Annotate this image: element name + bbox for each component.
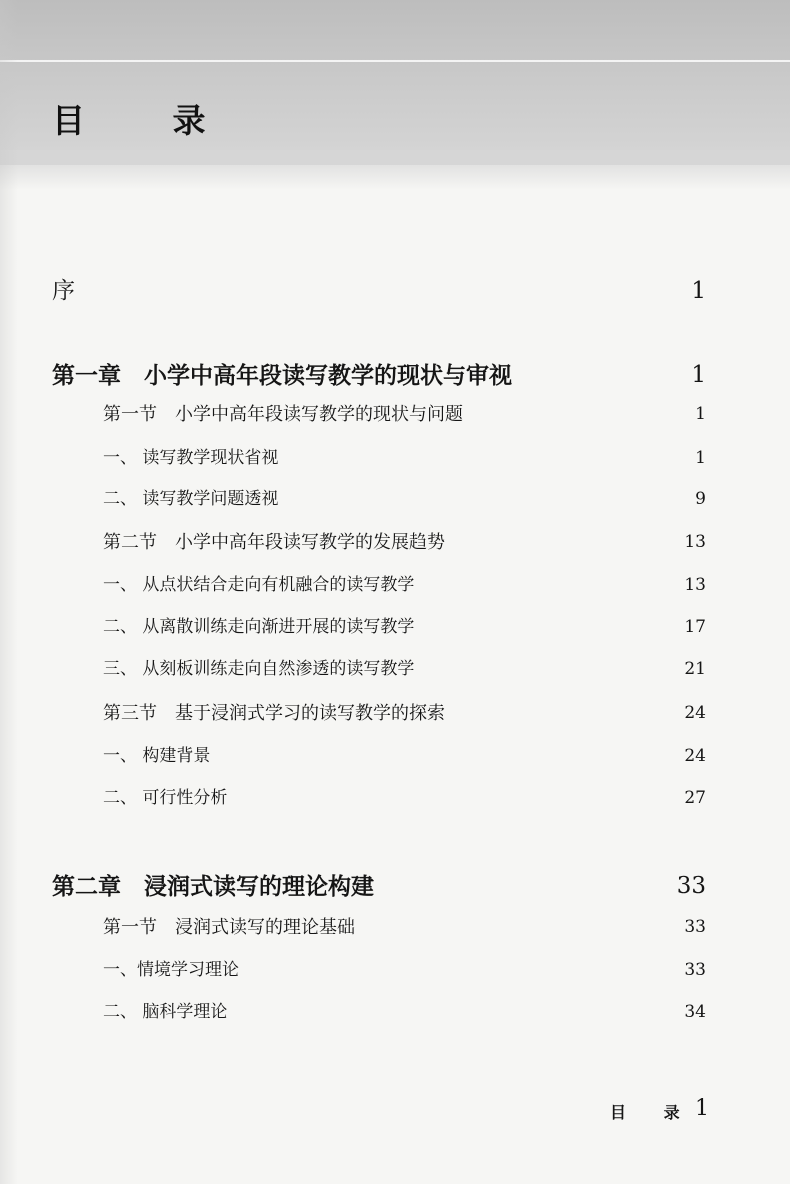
toc-entry-label: 第二节 小学中高年段读写教学的发展趋势 — [103, 532, 445, 553]
toc-entry-page: 1 — [691, 362, 706, 388]
toc-entry-page: 27 — [684, 788, 706, 808]
toc-entry-label: 二、 从离散训练走向渐进开展的读写教学 — [103, 617, 415, 637]
toc-entry-page: 33 — [684, 960, 706, 980]
header-rule — [0, 60, 790, 62]
gutter-shadow — [0, 0, 18, 1184]
toc-entry-label: 第二章 浸润式读写的理论构建 — [52, 873, 374, 900]
toc-entry-label: 一、 读写教学现状省视 — [103, 448, 279, 468]
toc-entry-page: 33 — [684, 917, 706, 937]
page-footer — [0, 1096, 790, 1126]
toc-entry-label: 一、 从点状结合走向有机融合的读写教学 — [103, 575, 415, 595]
toc-entry-label: 第一章 小学中高年段读写教学的现状与审视 — [52, 362, 512, 389]
toc-entry-label: 第一节 小学中高年段读写教学的现状与问题 — [103, 404, 463, 425]
toc-entry-page: 1 — [691, 278, 706, 304]
footer-running-title: 目 录 — [610, 1103, 696, 1122]
toc-entry-label: 序 — [52, 278, 75, 304]
toc-entry-label: 一、情境学习理论 — [103, 960, 239, 980]
toc-entry-page: 13 — [684, 532, 706, 552]
toc-entry-label: 二、 脑科学理论 — [103, 1002, 228, 1022]
toc-entry-page: 9 — [695, 489, 706, 509]
footer-page-number: 1 — [695, 1096, 709, 1121]
toc-entry-page: 24 — [684, 703, 706, 723]
toc-entry-label: 第三节 基于浸润式学习的读写教学的探索 — [103, 703, 445, 724]
toc-entry-page: 17 — [684, 617, 706, 637]
toc-entry-page: 24 — [684, 746, 706, 766]
header-band — [0, 0, 790, 165]
toc-entry-label: 二、 读写教学问题透视 — [103, 489, 279, 509]
toc-entry-label: 三、 从刻板训练走向自然渗透的读写教学 — [103, 659, 415, 679]
toc-entry-label: 第一节 浸润式读写的理论基础 — [103, 917, 355, 938]
toc-entry-page: 21 — [684, 659, 706, 679]
toc-entry-page: 1 — [695, 404, 706, 424]
toc-entry-page: 13 — [684, 575, 706, 595]
toc-entry-label: 一、 构建背景 — [103, 746, 211, 766]
toc-entry-page: 1 — [695, 448, 706, 468]
toc-entry-page: 33 — [676, 873, 706, 899]
page-title: 目 录 — [52, 101, 244, 140]
toc-entry-page: 34 — [684, 1002, 706, 1022]
toc-entry-label: 二、 可行性分析 — [103, 788, 228, 808]
header-fade — [0, 150, 790, 190]
